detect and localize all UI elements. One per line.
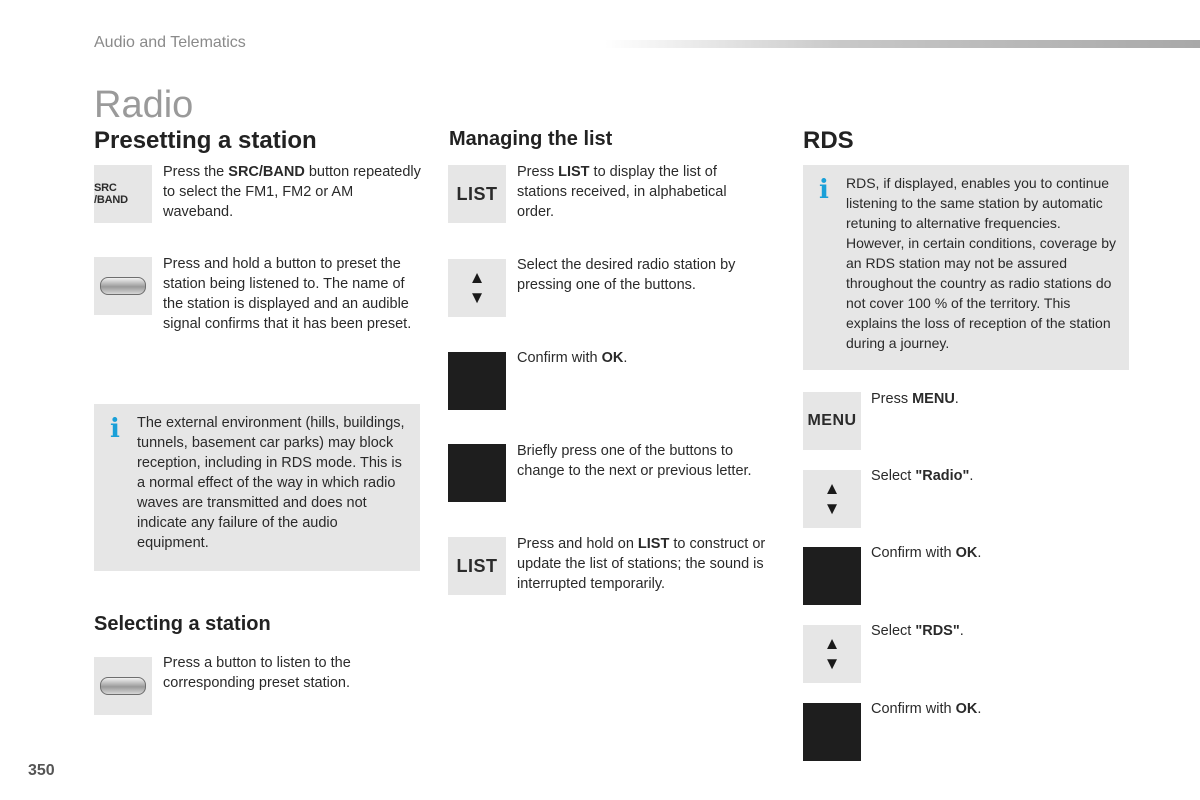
src-band-icon-label: SRC /BAND (94, 182, 128, 206)
preset-button-icon (94, 257, 152, 315)
arrow-down-icon: ▼ (823, 654, 841, 673)
arrow-down-icon: ▼ (468, 288, 486, 307)
info-icon: i (110, 414, 120, 444)
ok-button-icon (803, 703, 861, 761)
presetting-step-2: Press and hold a button to preset the station being listened to. The name of the station is displayed and an audible signal confirms that it has been preset. (163, 256, 412, 332)
managing-step-1: Press LIST to display the list of stations received, in alphabetical order. (517, 164, 727, 220)
rds-info-box (803, 165, 1129, 370)
ok-button-icon (803, 547, 861, 605)
managing-step-4: Briefly press one of the buttons to change to the next or previous letter. (517, 443, 752, 479)
header-gradient-bar (605, 40, 1200, 48)
presetting-step-1: Press the SRC/BAND button repeatedly to select the FM1, FM2 or AM waveband. (163, 164, 421, 220)
selecting-heading: Selecting a station (94, 613, 271, 635)
list-icon-label: LIST (456, 555, 498, 576)
managing-step-2: Select the desired radio station by pressing one of the buttons. (517, 257, 736, 293)
menu-button-icon (803, 392, 861, 450)
arrow-up-icon: ▲ (823, 479, 841, 498)
menu-icon-label: MENU (807, 412, 857, 429)
managing-step-3: Confirm with OK. (517, 350, 628, 366)
managing-step-5: Press and hold on LIST to construct or update the list of stations; the sound is interrupted temporarily. (517, 536, 766, 592)
src-band-button-icon (94, 165, 152, 223)
list-button-icon (448, 165, 506, 223)
arrow-up-icon: ▲ (468, 268, 486, 287)
letter-nav-button-icon (448, 444, 506, 502)
selecting-step-1: Press a button to listen to the corresponding preset station. (163, 655, 351, 691)
rds-step-3: Confirm with OK. (871, 545, 982, 561)
preset-button-icon (94, 657, 152, 715)
page-number: 350 (28, 762, 55, 779)
rds-step-2: Select "Radio". (871, 468, 974, 484)
info-icon: i (819, 175, 829, 205)
ok-button-icon (448, 352, 506, 410)
rds-step-4: Select "RDS". (871, 623, 964, 639)
up-down-arrows-icon (803, 470, 861, 528)
presetting-info-text: The external environment (hills, buildings, tunnels, basement car parks) may block reception, including in RDS mode. This is a normal effect of the way in which radio waves are transmitted and does not indicate any failure of the audio equipment. (137, 415, 405, 551)
presetting-info-box (94, 404, 420, 571)
arrow-down-icon: ▼ (823, 499, 841, 518)
presetting-heading: Presetting a station (94, 127, 317, 154)
rds-step-1: Press MENU. (871, 391, 959, 407)
list-button-icon (448, 537, 506, 595)
up-down-arrows-icon (448, 259, 506, 317)
up-down-arrows-icon (803, 625, 861, 683)
page-title: Radio (94, 84, 194, 126)
section-label: Audio and Telematics (94, 34, 246, 51)
list-icon-label: LIST (456, 183, 498, 204)
arrow-up-icon: ▲ (823, 634, 841, 653)
managing-heading: Managing the list (449, 128, 613, 150)
rds-info-text: RDS, if displayed, enables you to continue listening to the same station by automatic retuning to alternative frequencies. However, in certain conditions, coverage by an RDS station may not be assured throughout the country as radio stations do not cover 100 % of the territory. This explains the loss of reception of the station during a journey. (846, 175, 1117, 351)
rds-heading: RDS (803, 127, 854, 154)
rds-step-5: Confirm with OK. (871, 701, 982, 717)
